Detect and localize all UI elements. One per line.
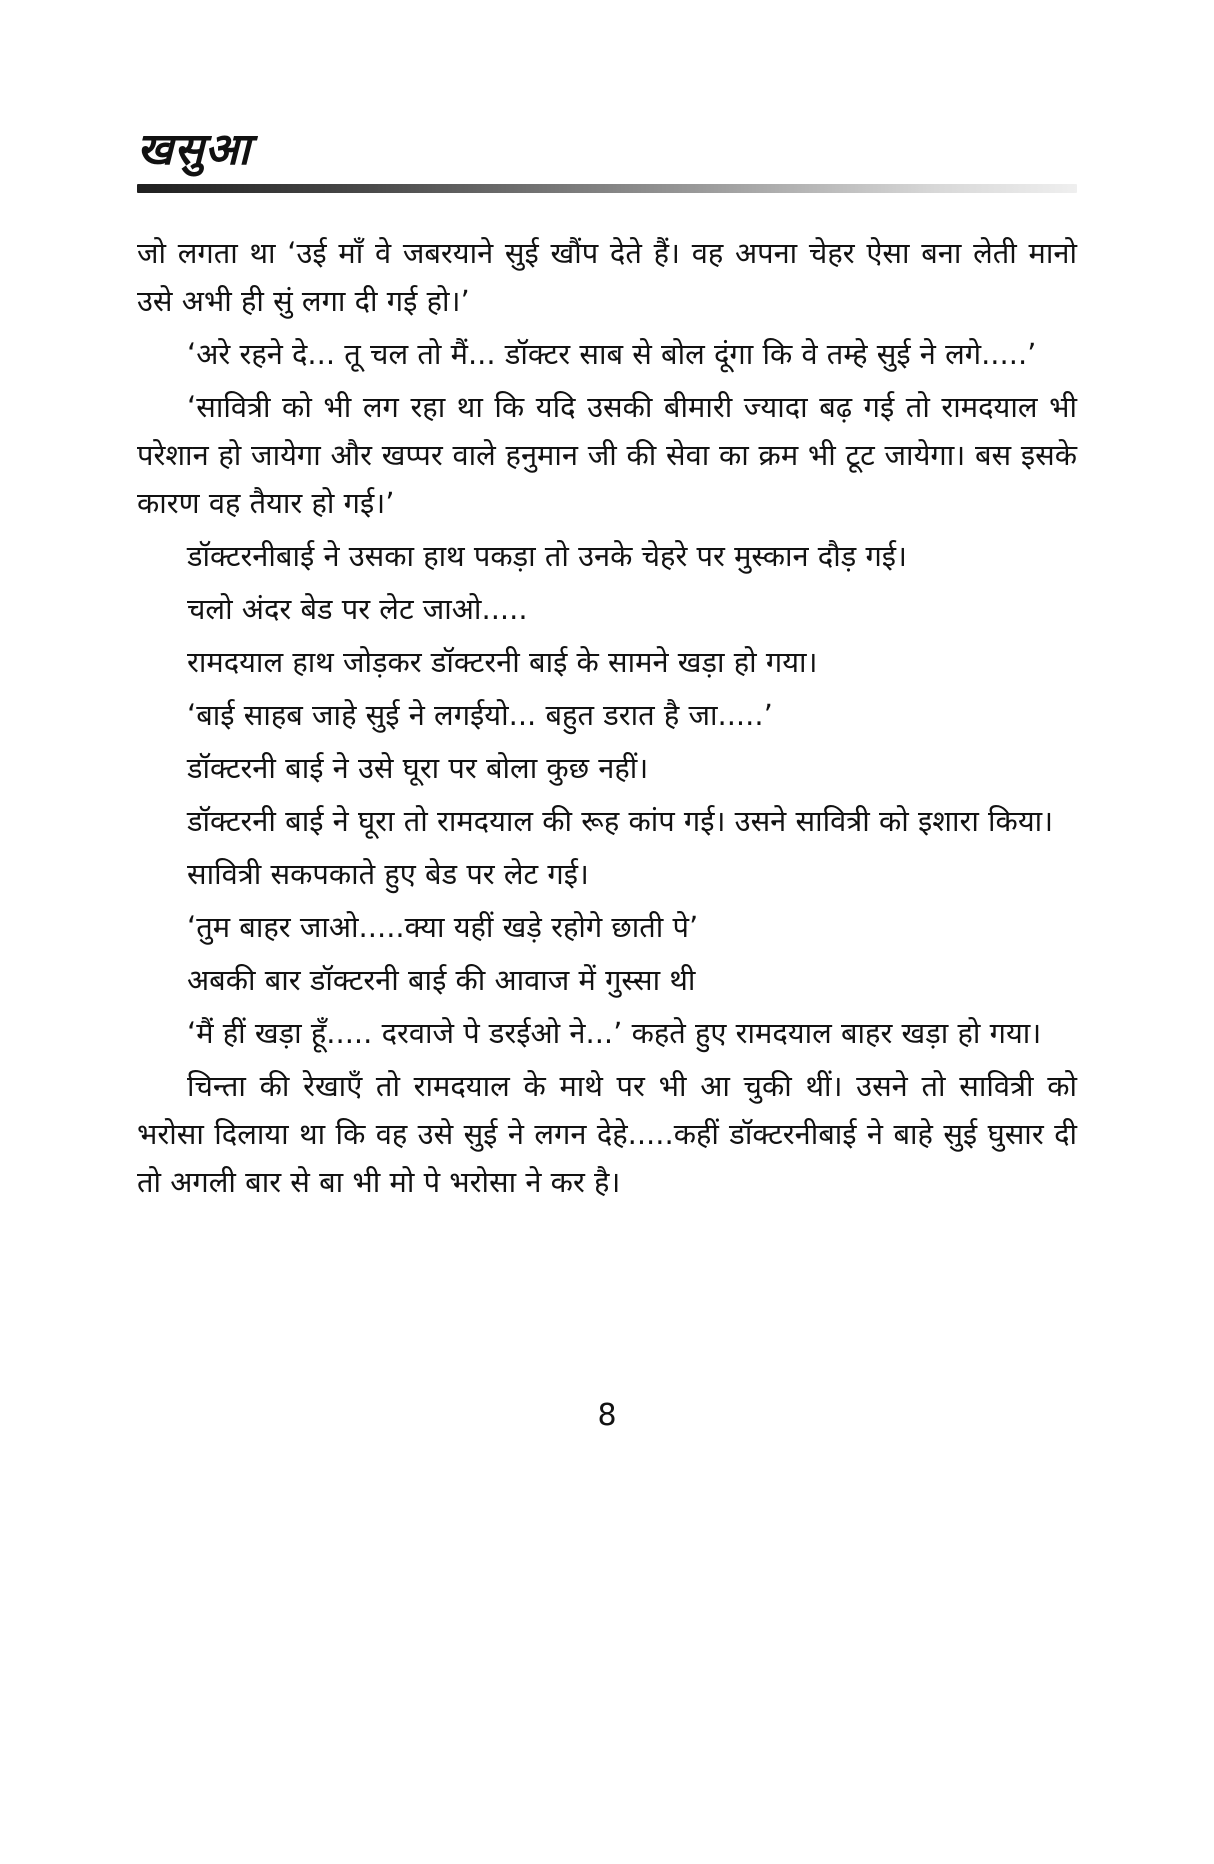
page-header (137, 126, 1077, 193)
paragraph: चिन्ता की रेखाएँ तो रामदयाल के माथे पर भी आ चुकी थीं। उसने तो सावित्री को भरोसा दिलाया था कि वह उसे सुई ने लगन देहे.....कहीं डॉक्टरनीबाई ने बाहे सुई घुसार दी तो अगली बार से बा भी मो पे भरोसा ने कर है। (137, 1069, 1077, 1200)
page-body (137, 229, 1077, 1206)
paragraph: ‘बाई साहब जाहे सुई ने लगईयो... बहुत डरात है जा.....’ (187, 698, 773, 733)
header-rule (137, 184, 1077, 193)
paragraph: ‘मैं हीं खड़ा हूँ..... दरवाजे पे डरईओ ने...’ कहते हुए रामदयाल बाहर खड़ा हो गया। (187, 1016, 1042, 1051)
paragraph: ‘तुम बाहर जाओ.....क्या यहीं खड़े रहोगे छाती पे’ (187, 910, 699, 945)
paragraph: डॉक्टरनी बाई ने उसे घूरा पर बोला कुछ नहीं। (187, 751, 649, 786)
paragraph: डॉक्टरनी बाई ने घूरा तो रामदयाल की रूह कांप गई। उसने सावित्री को इशारा किया। (187, 804, 1054, 839)
paragraph: जो लगता था ‘उई माँ वे जबरयाने सुई खौंप देते हैं। वह अपना चेहर ऐसा बना लेती मानो उसे अभी ही सुं लगा दी गई हो।’ (137, 236, 1077, 319)
paragraph: सावित्री सकपकाते हुए बेड पर लेट गई। (187, 857, 589, 892)
paragraph: चलो अंदर बेड पर लेट जाओ..... (187, 592, 528, 627)
paragraph: रामदयाल हाथ जोड़कर डॉक्टरनी बाई के सामने खड़ा हो गया। (187, 645, 818, 680)
paragraph: ‘अरे रहने दे... तू चल तो मैं... डॉक्टर साब से बोल दूंगा कि वे तम्हे सुई ने लगे.....’ (187, 337, 1037, 372)
paragraph: ‘सावित्री को भी लग रहा था कि यदि उसकी बीमारी ज्यादा बढ़ गई तो रामदयाल भी परेशान हो जायेगा और खप्पर वाले हनुमान जी की सेवा का क्रम भी टूट जायेगा। बस इसके कारण वह तैयार हो गई।’ (137, 390, 1077, 521)
page-number: 8 (597, 1398, 617, 1433)
paragraph: अबकी बार डॉक्टरनी बाई की आवाज में गुस्सा थी (187, 963, 696, 998)
book-title: खसुआ (137, 124, 251, 175)
paragraph: डॉक्टरनीबाई ने उसका हाथ पकड़ा तो उनके चेहरे पर मुस्कान दौड़ गई। (187, 539, 908, 574)
